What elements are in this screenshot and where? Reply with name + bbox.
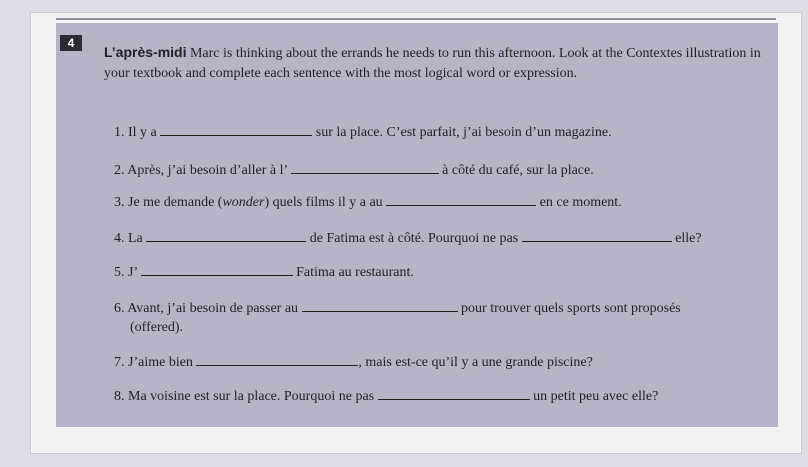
answer-blank-4a[interactable] [146,229,306,242]
question-4: 4. La de Fatima est à côté. Pourquoi ne pas elle? [114,231,702,246]
answer-blank-4b[interactable] [522,229,672,242]
question-2: 2. Après, j’ai besoin d’aller à l’ à côté du café, sur la place. [114,163,594,178]
answer-blank-7[interactable] [196,353,358,366]
answer-blank-3[interactable] [386,193,536,206]
answer-blank-8[interactable] [378,387,530,400]
question-1: 1. Il y a sur la place. C’est parfait, j’ai besoin d’un magazine. [114,125,612,140]
answer-blank-1[interactable] [160,123,312,136]
answer-blank-2[interactable] [291,161,439,174]
question-3: 3. Je me demande (wonder) quels films il y a au en ce moment. [114,195,622,210]
question-7: 7. J’aime bien , mais est-ce qu’il y a une grande piscine? [114,355,593,370]
question-8: 8. Ma voisine est sur la place. Pourquoi ne pas un petit peu avec elle? [114,389,659,404]
exercise-title: L’après-midi [104,44,187,60]
exercise-number-badge: 4 [60,35,82,51]
answer-blank-6[interactable] [302,299,458,312]
exercise-panel [56,23,778,427]
question-5: 5. J’ Fatima au restaurant. [114,265,414,280]
question-6-line2: (offered). [130,320,183,335]
question-6: 6. Avant, j’ai besoin de passer au pour trouver quels sports sont proposés [114,301,681,316]
exercise-instructions: Marc is thinking about the errands he needs to run this afternoon. Look at the Contextes illustration in your textbook and complete each sentence with the most logical word or expression. [104,46,761,81]
top-rule [56,18,776,20]
exercise-intro [104,42,764,84]
answer-blank-5[interactable] [141,263,293,276]
